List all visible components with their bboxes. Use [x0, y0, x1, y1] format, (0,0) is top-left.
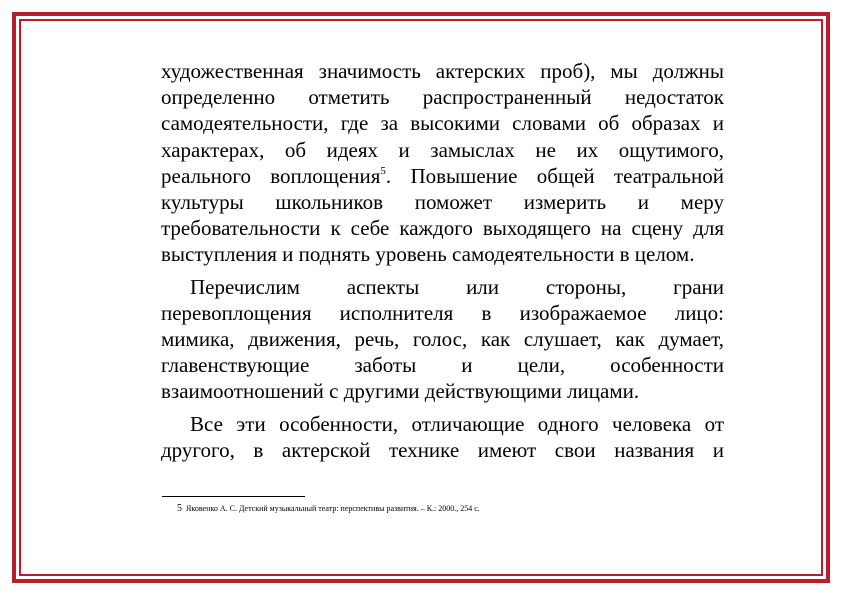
- footnote-number: 5: [177, 503, 182, 514]
- text-line: перевоплощения исполнителя в изображаемое лицо:: [161, 300, 724, 325]
- footnote: [177, 503, 480, 514]
- text-line: требовательности к себе каждого выходящего на сцену для: [161, 216, 724, 241]
- text-line: самодеятельности, где за высокими словами об образах и: [161, 111, 724, 136]
- text-line: другого, в актерской технике имеют свои названия и: [161, 437, 724, 462]
- text-line: определенно отметить распространенный недостаток: [161, 85, 724, 110]
- text-line: Перечислим аспекты или стороны, грани: [190, 274, 724, 299]
- footnote-text: Яковенко А. С. Детский музыкальный театр: перспективы развития. – К.: 2000., 254 с.: [186, 504, 480, 513]
- paragraph-2: [161, 274, 724, 405]
- text-line: художественная значимость актерских проб), мы должны: [161, 59, 724, 83]
- text-fragment: реального воплощения: [161, 163, 381, 188]
- text-line: выступления и поднять уровень самодеятельности в целом.: [161, 242, 695, 267]
- text-fragment: . Повышение общей театральной: [385, 163, 724, 188]
- footnote-separator: [162, 496, 305, 497]
- text-line: характерах, об идеях и замыслах не их ощутимого,: [161, 137, 724, 162]
- text-line: главенствующие заботы и цели, особенности: [161, 353, 724, 378]
- text-line: взаимоотношений с другими действующими лицами.: [161, 379, 640, 404]
- text-line: Все эти особенности, отличающие одного человека от: [190, 411, 724, 436]
- footnote-reference[interactable]: 5: [380, 164, 386, 177]
- text-line: культуры школьников поможет измерить и меру: [161, 190, 724, 215]
- paragraph-3: [161, 411, 724, 463]
- document-body: [161, 58, 724, 469]
- text-line: мимика, движения, речь, голос, как слушает, как думает,: [161, 327, 724, 352]
- paragraph-1: [161, 58, 724, 268]
- text-line: [161, 163, 724, 189]
